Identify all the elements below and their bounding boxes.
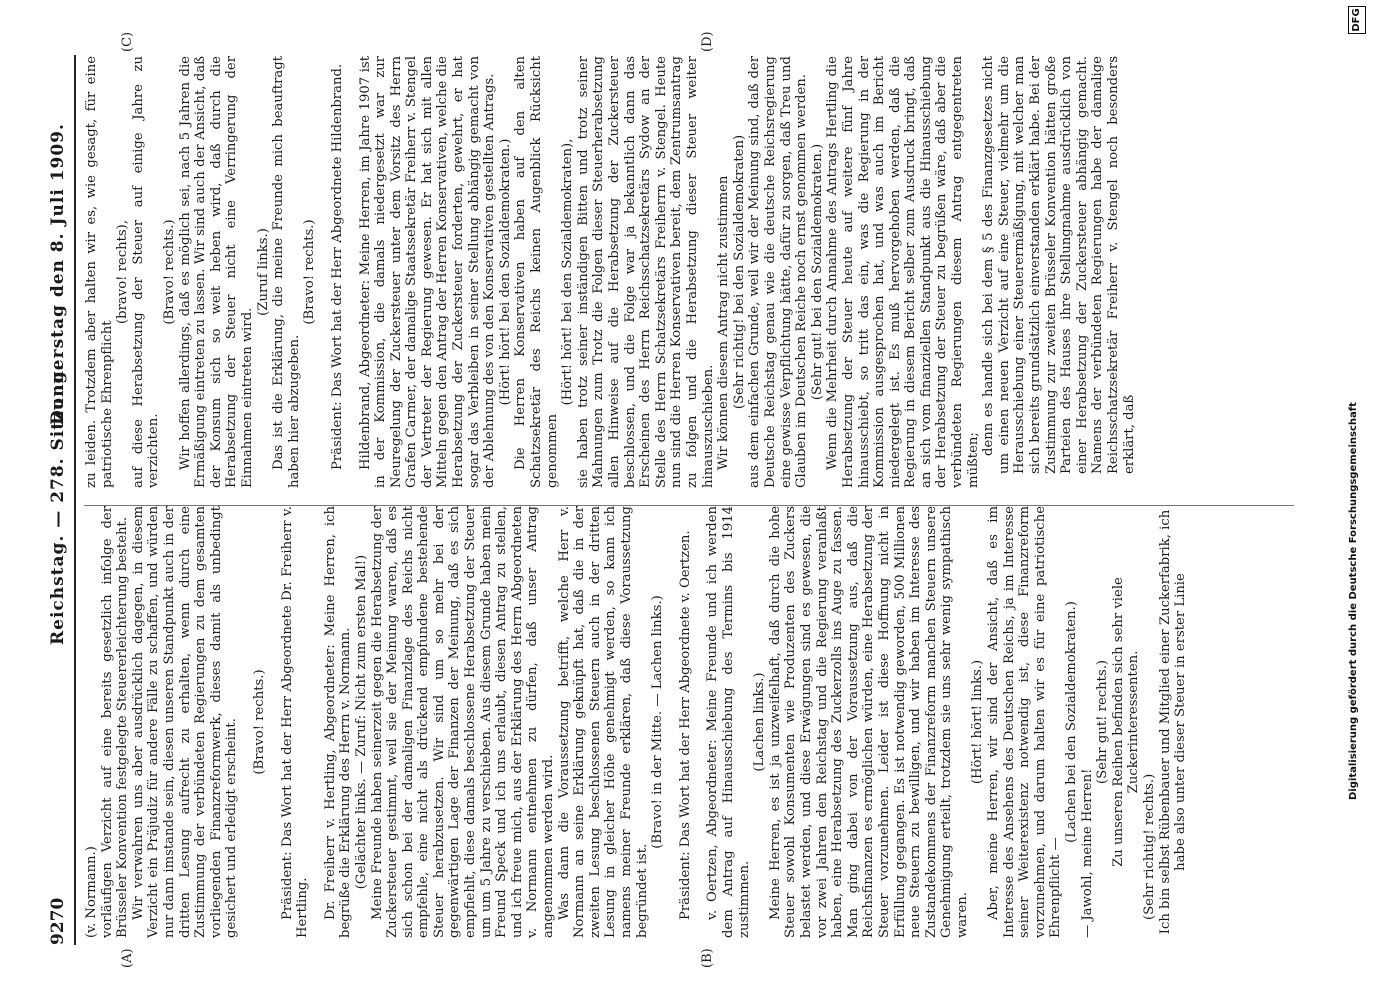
president-statement: Präsident: Das Wort hat der Herr Abgeordnete Hildenbrand. bbox=[329, 63, 345, 470]
paragraph: Die Herren Konservativen haben auf den alten Schatzsekretär des Reichs keinen Augenblick Rücksicht genommen bbox=[513, 56, 560, 488]
paragraph: (Sehr richtig! rechts.) bbox=[1142, 773, 1157, 920]
margin-mark-c: (C) bbox=[120, 31, 135, 52]
president-statement: Präsident: Das Wort hat der Herr Abgeordnete Dr. Freiherr v. Hertling. bbox=[279, 506, 311, 938]
margin-mark-a: (A) bbox=[120, 948, 135, 968]
speaker-paragraph: v. Oertzen, Abgeordneter: Meine Freunde und ich werden dem Antrag auf Hinausschiebung des Termins bis 1914 zustimmen. bbox=[705, 506, 752, 938]
interjection: (bravo! rechts), bbox=[115, 219, 131, 325]
speaker-paragraph: Hildenbrand, Abgeordneter: Meine Herren, im Jahre 1907 ist in der Kommission, die damals niedergesetzt war zur Neuregelung der Zuckersteuer unter dem Vorsitz des Herrn Grafen Carmer, der damalige Staatssekretär Freiherr v. Stengel der Vertreter der Regierung gewesen. Er hat sich mit allen Mitteln gegen den Antrag der Herren Konservativen, welche die Herabsetzung der Zuckersteuer forderten, gewehrt, er hat sogar das Verbleiben in seiner Stellung abhängig gemacht von der Ablehnung des von den Konservativen gestellten Antrags. bbox=[357, 56, 498, 488]
dfg-logo: DFG bbox=[1348, 6, 1366, 34]
paragraph: zu leiden. Trotzdem aber halten wir es, wie gesagt, für eine patriotische Ehrenpflicht bbox=[84, 56, 115, 488]
interjection: (Bravo! in der Mitte. — Lachen links.) bbox=[650, 595, 666, 849]
paragraph: Was dann die Voraussetzung betrifft, welche Herr v. Normann an seine Erklärung geknüpft hat, daß die in der zweiten Lesung beschlossenen Steuern auch in der dritten Lesung in gleicher Höhe genehmigt werden, so kann ich namens meiner Freunde erklären, daß diese Voraussetzung begründet ist. bbox=[556, 506, 650, 938]
margin-mark-b: (B) bbox=[700, 948, 715, 968]
paragraph: Meine Herren, es ist ja unzweifelhaft, daß durch die hohe Steuer sowohl Konsumenten wie Produzenten des Zuckers belastet werden, und diese Erwägungen sind es gewesen, die vor zwei Jahren den Reichstag und die Regierung veranlaßt haben, eine Herabsetzung des Zuckerzolls ins Auge zu fassen. Man ging dabei von der Voraussetzung aus, daß die Reichsfinanzen es ermöglichen würden, eine Herabsetzung der Steuer vorzunehmen. Leider ist diese Hoffnung nicht in Erfüllung gegangen. Es ist notwendig geworden, 500 Millionen neue Steuern zu bewilligen, und wir haben im Interesse des Zustandekommens der Finanzreform manchen Steuern unsere Genehmigung erteilt, trotzdem sie uns sehr wenig sympathisch waren. bbox=[767, 506, 970, 938]
margin-mark-d: (D) bbox=[700, 31, 715, 52]
interjection: (Bravo! rechts.) bbox=[302, 219, 318, 325]
interjection: (Lachen links.) bbox=[752, 672, 768, 772]
interjection: (Sehr gut! bei den Sozialdemokraten.) bbox=[809, 143, 825, 401]
interjection: (Sehr gut! rechts.) bbox=[1095, 659, 1111, 785]
paragraph: vorläufigen Verzicht auf eine bereits gesetzlich infolge der Brüsseler Konvention festgelegte Steuererleichterung besteht. bbox=[99, 506, 131, 938]
speaker-paragraph: Dr. Freiherr v. Hertling, Abgeordneter: Meine Herren, ich begrüße die Erklärung des Herrn v. Normann. bbox=[322, 506, 354, 938]
quoted-paragraph: denn es handle sich bei dem § 5 des Finanzgesetzes nicht um einen neuen Verzicht auf eine Steuer, vielmehr um die Herausschiebung einer Steuerermäßigung, mit welcher man sich bereits grundsätzlich einverstanden erklärt habe. Bei der Zustimmung zur zweiten Brüsseler Konvention hätten große Parteien des Hauses ihre Stellungnahme ausdrücklich von einer Herabsetzung der Zuckersteuer abhängig gemacht. Namens der verbündeten Regierungen habe der damalige Reichsschatzsekretär Freiherr v. Stengel noch besonders erklärt, daß bbox=[981, 56, 1137, 474]
right-column bbox=[84, 56, 1294, 488]
paragraph: — Jawohl, meine Herren! bbox=[1079, 768, 1095, 938]
paragraph: Wir hoffen allerdings, daß es möglich sei, nach 5 Jahren die Ermäßigung eintreten zu lassen. Wir sind auch der Ansicht, daß der Konsum sich so weit heben wird, daß durch die Herabsetzung der Steuer nicht eine Verringerung der Einnahmen eintreten wird. bbox=[177, 56, 255, 488]
paragraph: Wir verwahren uns aber ausdrücklich dagegen, in diesem Verzicht ein Präjudiz für andere Fälle zu schaffen, und würden nur dann imstande sein, diesen unseren Standpunkt auch in der dritten Lesung aufrecht zu erhalten, wenn durch eine Zustimmung der verbündeten Regierungen zu dem gesamten vorliegenden Finanzreformwerk, dieses damit als unbedingt gesichert und erledigt erscheint. bbox=[130, 506, 240, 938]
interjection: (Bravo! rechts.) bbox=[251, 669, 267, 775]
paragraph: Meine Freunde haben seinerzeit gegen die Herabsetzung der Zuckersteuer gestimmt, weil sie der Meinung waren, daß es sich schon bei der damaligen Finanzlage des Reichs nicht empfehle, eine nicht als drückend empfundene bestehende Steuer herabzusetzen. Wir sind um so mehr bei der gegenwärtigen Lage der Finanzen der Meinung, daß es sich empfiehlt, diese damals beschlossene Herabsetzung der Steuer um um 5 Jahre zu verschieben. Aus diesem Grunde haben mein Freund Speck und ich uns erlaubt, diesen Antrag zu stellen, und ich freue mich, aus der Erklärung des Herrn Abgeordneten v. Normann entnehmen zu dürfen, daß unser Antrag angenommen werden wird. bbox=[369, 506, 557, 938]
interjection: (Sehr richtig! bei den Sozialdemokraten) bbox=[731, 134, 747, 410]
interjection: (Gelächter links. — Zuruf: Nicht zum ersten Mal!) bbox=[353, 554, 369, 890]
paragraph: aus dem einfachen Grunde, weil wir der Meinung sind, daß der Deutsche Reichstag genau wie die deutsche Reichsregierung eine gewisse Verpflichtung hätte, dafür zu sorgen, daß Treu und Glauben im Deutschen Reiche noch ernst genommen werden. bbox=[747, 56, 810, 488]
paragraph: Das ist die Erklärung, die meine Freunde mich beauftragt haben hier abzugeben. bbox=[271, 56, 302, 488]
interjection: (Zuruf links.) bbox=[255, 228, 271, 316]
paragraph: Wir können diesem Antrag nicht zustimmen bbox=[716, 175, 732, 470]
speaker-continuation: (v. Normann.) bbox=[84, 846, 99, 938]
paragraph: Aber, meine Herren, wir sind der Ansicht, daß es im Interesse des Ansehens des Deutschen Reichs, ja im Interesse seiner Weiterexistenz notwendig ist, diese Finanzreform vorzunehmen, und darum halten wir es für eine patriotische Ehrenpflicht — bbox=[986, 506, 1064, 938]
interjection: (Hört! hört! bei den Sozialdemokraten.) bbox=[497, 138, 513, 406]
page-number: 9270 bbox=[48, 897, 68, 945]
left-column bbox=[84, 506, 1294, 938]
interjection: Ich bin selbst Rübenbauer und Mitglied einer Zuckerfabrik, ich habe also unter dieser Steuer in erster Linie bbox=[1157, 509, 1189, 935]
interjection: (Hört! hört! bei den Sozialdemokraten), bbox=[560, 138, 576, 406]
paragraph: sie haben trotz seiner inständigen Bitten und trotz seiner Mahnungen zum Trotz die Folgen dieser Steuerherabsetzung allen Hinweise auf die Herabsetzung der Zuckersteuer beschlossen, und die Folge war ja bekanntlich dann das Erscheinen des Herrn Reichsschatzsekretärs Sydow an der Stelle des Herrn Schatzsekretärs Freiherrn v. Stengel. Heute nun sind die Herren Konservativen bereit, dem Zentrumsantrag zu folgen und die Herabsetzung dieser Steuer weiter hinauszuschieben. bbox=[575, 56, 716, 488]
interjection: Zu unseren Reihen befinden sich sehr viele Zuckerinteressenten. bbox=[1110, 577, 1142, 867]
interjection: (Hört! hört! links.) bbox=[970, 659, 986, 785]
interjection: (Bravo! rechts.) bbox=[161, 219, 177, 325]
header-rule bbox=[74, 55, 76, 945]
session-title: Reichstag. — 278. Sitzung. bbox=[48, 363, 68, 645]
paragraph: auf diese Herabsetzung der Steuer auf einige Jahre zu verzichten. bbox=[130, 56, 162, 488]
digitization-credit: Digitalisierung gefördert durch die Deutsche Forschungsgemeinschaft bbox=[1348, 402, 1359, 800]
paragraph: Wenn die Mehrheit durch Annahme des Antrags Hertling die Herabsetzung der Steuer heute auf weitere fünf Jahre hinausschiebt, so tritt das ein, was die Regierung in der Kommission ausgesprochen hat, und was auch im Bericht niedergelegt ist. Es muß hervorgehoben werden, daß die Regierung in diesem Bericht selber zum Ausdruck bringt, daß an sich vom finanziellen Standpunkt aus die Hinausschiebung der Herabsetzung der Steuer zu begrüßen wäre, daß aber die verbündeten Regierungen diesem Antrag entgegentreten müßten; bbox=[825, 56, 981, 488]
interjection: (Lachen bei den Sozialdemokraten.) bbox=[1064, 601, 1080, 843]
president-statement: Präsident: Das Wort hat der Herr Abgeordnete v. Oertzen. bbox=[677, 530, 693, 920]
session-date: Donnerstag den 8. Juli 1909. bbox=[48, 123, 68, 425]
